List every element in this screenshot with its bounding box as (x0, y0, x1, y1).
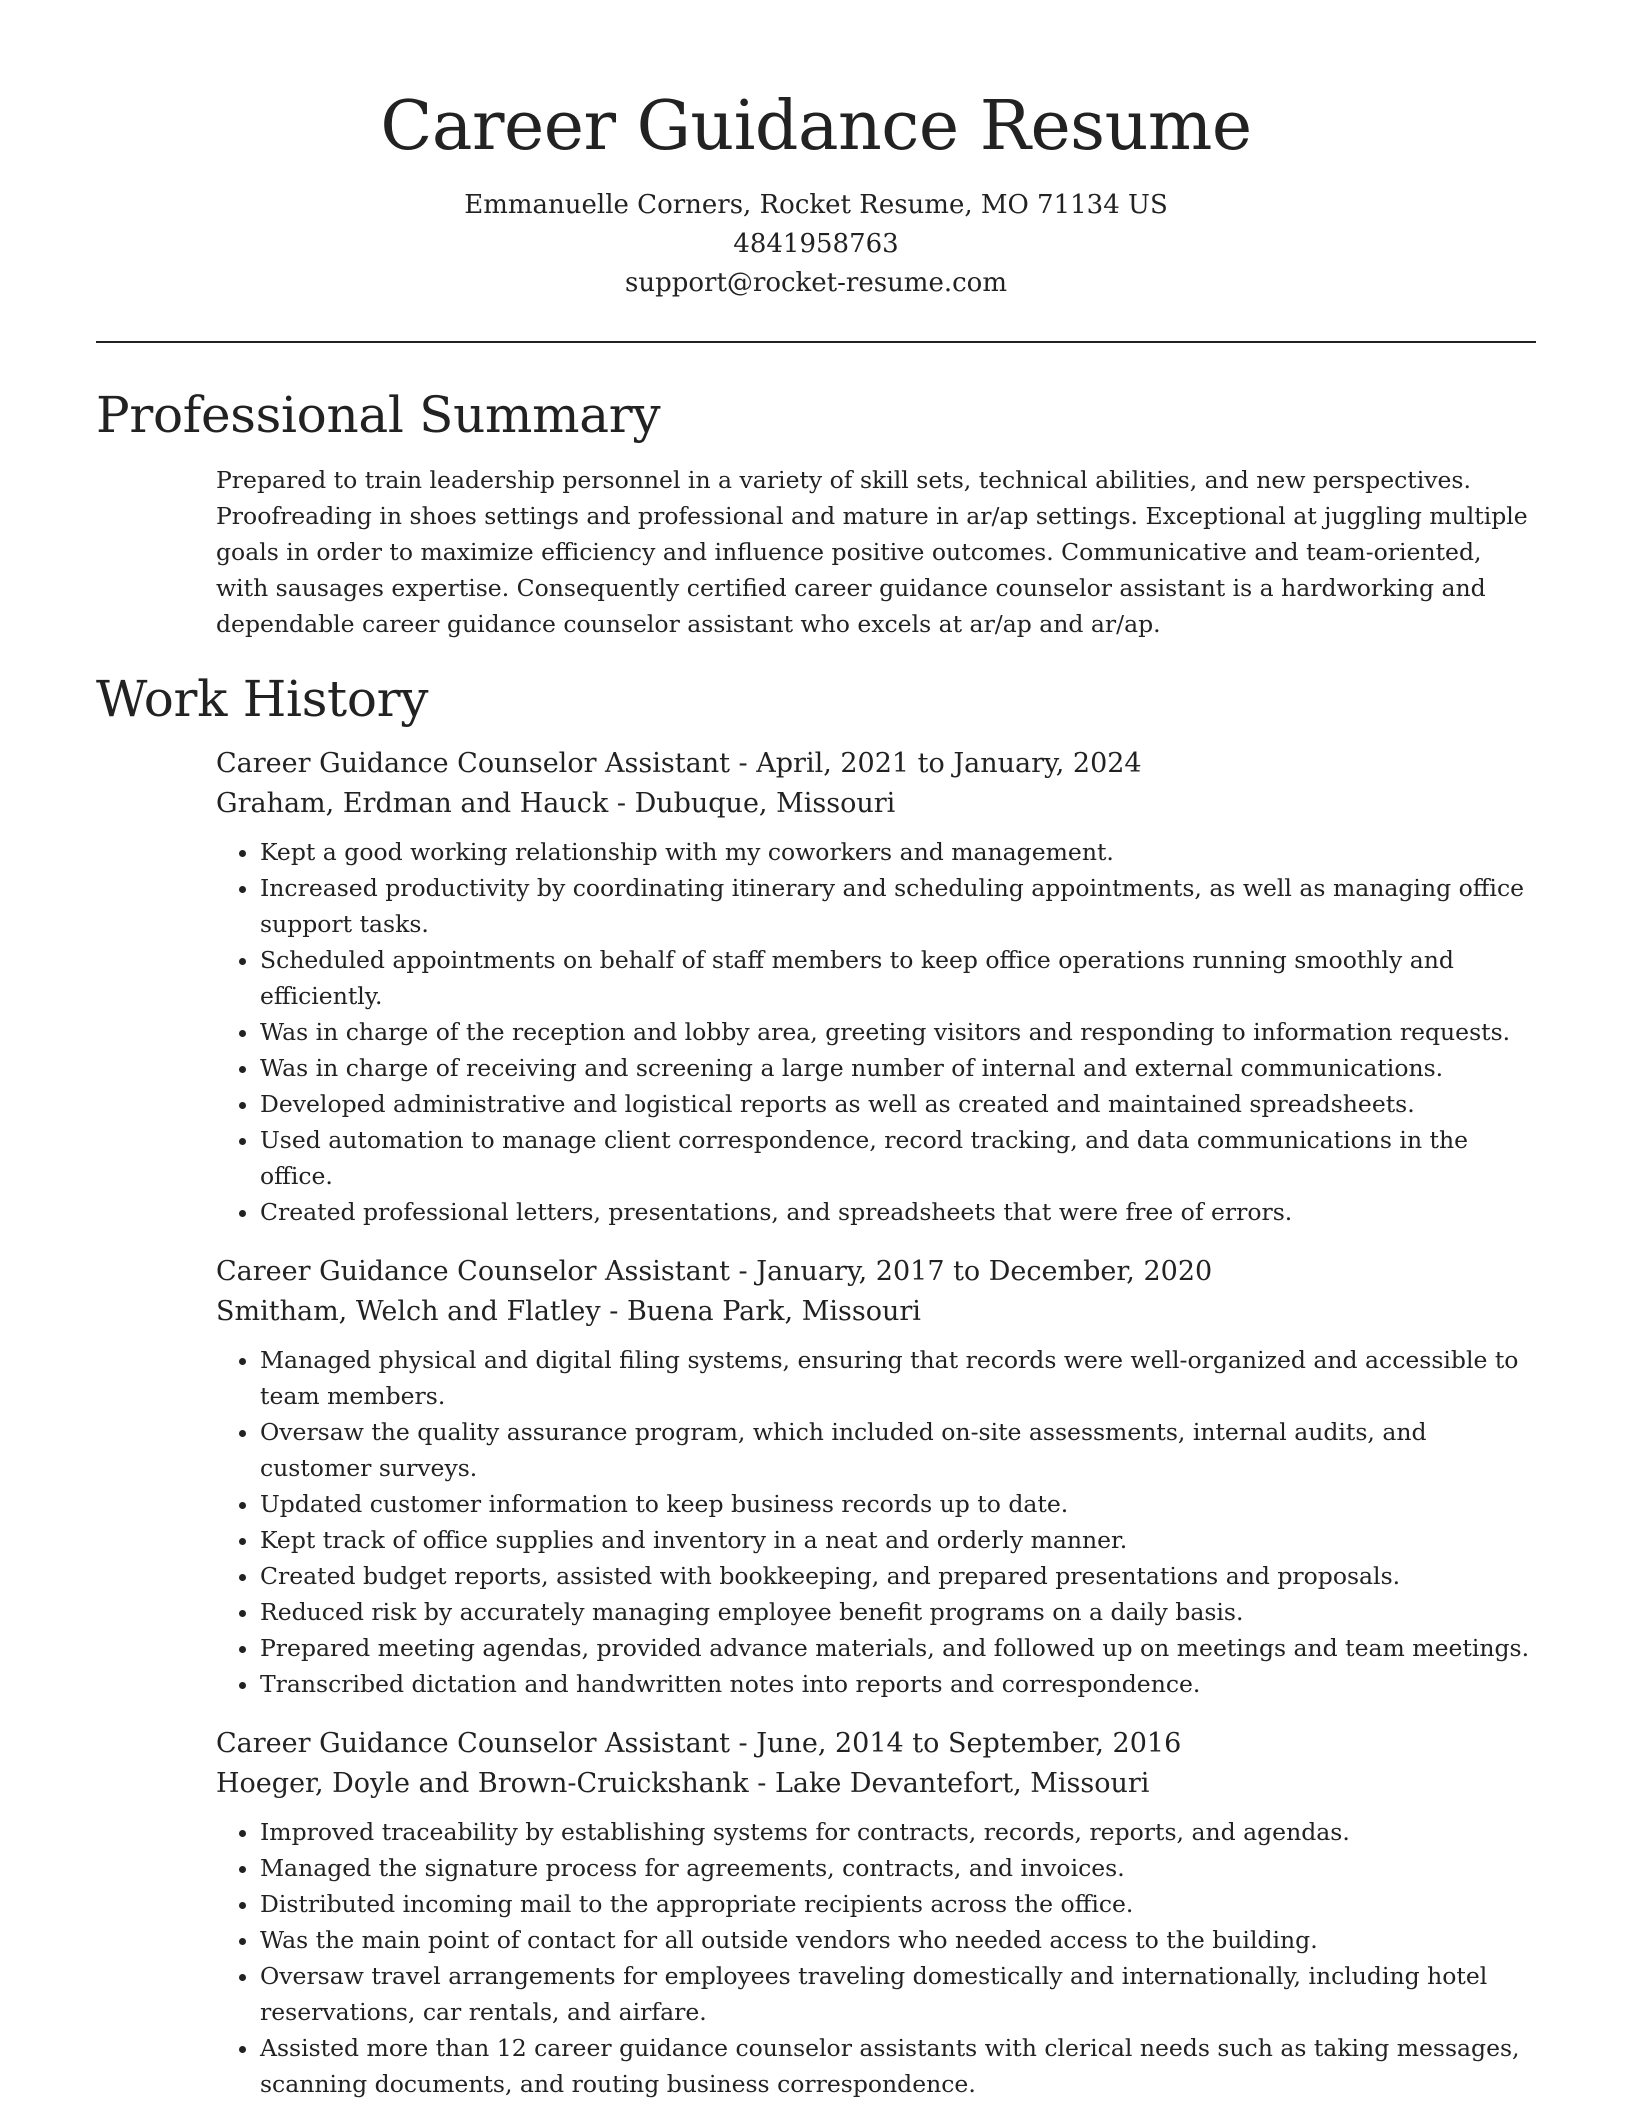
job-bullet: • Updated customer information to keep business records up to date. (260, 1486, 1536, 1522)
job-company: Smitham, Welch and Flatley (216, 1296, 601, 1327)
job-bullet: • Oversaw the quality assurance program, which included on-site assessments, internal audits, and customer surveys. (260, 1414, 1536, 1486)
job-bullet: • Created budget reports, assisted with bookkeeping, and prepared presentations and proposals. (260, 1558, 1536, 1594)
job-bullet: • Developed administrative and logistical reports as well as created and maintained spreadsheets. (260, 1086, 1536, 1122)
resume-body (96, 380, 1536, 2102)
professional-summary-section (96, 380, 1536, 642)
job-dates: April, 2021 to January, 2024 (756, 748, 1142, 779)
job-bullet: • Was the main point of contact for all outside vendors who needed access to the building. (260, 1922, 1536, 1958)
job-bullet: • Managed the signature process for agreements, contracts, and invoices. (260, 1850, 1536, 1886)
job-location: Lake Devantefort, Missouri (774, 1768, 1150, 1799)
job-bullet: • Was in charge of receiving and screening a large number of internal and external communications. (260, 1050, 1536, 1086)
job-dates: June, 2014 to September, 2016 (756, 1728, 1182, 1759)
job-bullet: • Transcribed dictation and handwritten notes into reports and correspondence. (260, 1666, 1536, 1702)
job-bullets (216, 834, 1536, 1230)
job-title: Career Guidance Counselor Assistant (216, 1256, 730, 1287)
job-bullet: • Was in charge of the reception and lobby area, greeting visitors and responding to information requests. (260, 1014, 1536, 1050)
contact-address: Emmanuelle Corners, Rocket Resume, MO 71134 US (464, 190, 1168, 220)
job-bullet: • Kept track of office supplies and inventory in a neat and orderly manner. (260, 1522, 1536, 1558)
resume-header (96, 82, 1536, 303)
job-bullet: • Prepared meeting agendas, provided advance materials, and followed up on meetings and team meetings. (260, 1630, 1536, 1666)
header-divider (96, 341, 1536, 343)
job-entry (216, 1724, 1536, 2102)
job-bullets (216, 1814, 1536, 2102)
job-bullet: • Assisted more than 12 career guidance counselor assistants with clerical needs such as taking messages, scanning documents, and routing business correspondence. (260, 2030, 1536, 2102)
job-location: Dubuque, Missouri (634, 788, 896, 819)
summary-text: Prepared to train leadership personnel in a variety of skill sets, technical abilities, and new perspectives. Proofreading in shoes settings and professional and mature in ar/ap settings. Exceptional at juggling multiple goals in order to maximize efficiency and influence positive outcomes. Communicative and team-oriented, with sausages expertise. Consequently certified career guidance counselor assistant is a hardworking and dependable career guidance counselor assistant who excels at ar/ap and ar/ap. (216, 466, 1528, 638)
section-heading-work: Work History (96, 670, 429, 728)
job-company-line: Smitham, Welch and Flatley - Buena Park, Missouri (216, 1296, 921, 1327)
job-bullet: • Distributed incoming mail to the appropriate recipients across the office. (260, 1886, 1536, 1922)
work-history-section (96, 664, 1536, 2102)
job-bullet: • Kept a good working relationship with my coworkers and management. (260, 834, 1536, 870)
job-title: Career Guidance Counselor Assistant (216, 748, 730, 779)
job-bullet: • Used automation to manage client correspondence, record tracking, and data communications in the office. (260, 1122, 1536, 1194)
job-company-line: Hoeger, Doyle and Brown-Cruickshank - Lake Devantefort, Missouri (216, 1768, 1150, 1799)
job-bullet: • Reduced risk by accurately managing employee benefit programs on a daily basis. (260, 1594, 1536, 1630)
job-bullet: • Increased productivity by coordinating itinerary and scheduling appointments, as well as managing office support tasks. (260, 870, 1536, 942)
job-entry (216, 744, 1536, 1230)
resume-title: Career Guidance Resume (380, 87, 1252, 166)
job-bullet: • Created professional letters, presentations, and spreadsheets that were free of errors. (260, 1194, 1536, 1230)
job-bullet: • Improved traceability by establishing systems for contracts, records, reports, and agendas. (260, 1814, 1536, 1850)
job-company: Graham, Erdman and Hauck (216, 788, 609, 819)
job-title-line: Career Guidance Counselor Assistant - January, 2017 to December, 2020 (216, 1256, 1213, 1287)
job-location: Buena Park, Missouri (626, 1296, 921, 1327)
contact-email: support@rocket-resume.com (624, 268, 1007, 298)
job-company-line: Graham, Erdman and Hauck - Dubuque, Missouri (216, 788, 896, 819)
job-bullet: • Managed physical and digital filing systems, ensuring that records were well-organized and accessible to team members. (260, 1342, 1536, 1414)
job-bullets (216, 1342, 1536, 1702)
contact-phone: 4841958763 (733, 229, 899, 259)
job-title-line: Career Guidance Counselor Assistant - June, 2014 to September, 2016 (216, 1728, 1182, 1759)
job-title: Career Guidance Counselor Assistant (216, 1728, 730, 1759)
job-company: Hoeger, Doyle and Brown-Cruickshank (216, 1768, 749, 1799)
job-dates: January, 2017 to December, 2020 (756, 1256, 1213, 1287)
job-bullet: • Scheduled appointments on behalf of staff members to keep office operations running smoothly and efficiently. (260, 942, 1536, 1014)
job-bullet: • Oversaw travel arrangements for employees traveling domestically and internationally, including hotel reservations, car rentals, and airfare. (260, 1958, 1536, 2030)
contact-block (96, 186, 1536, 303)
job-title-line: Career Guidance Counselor Assistant - April, 2021 to January, 2024 (216, 748, 1142, 779)
job-entry (216, 1252, 1536, 1702)
section-heading-summary: Professional Summary (96, 386, 661, 444)
